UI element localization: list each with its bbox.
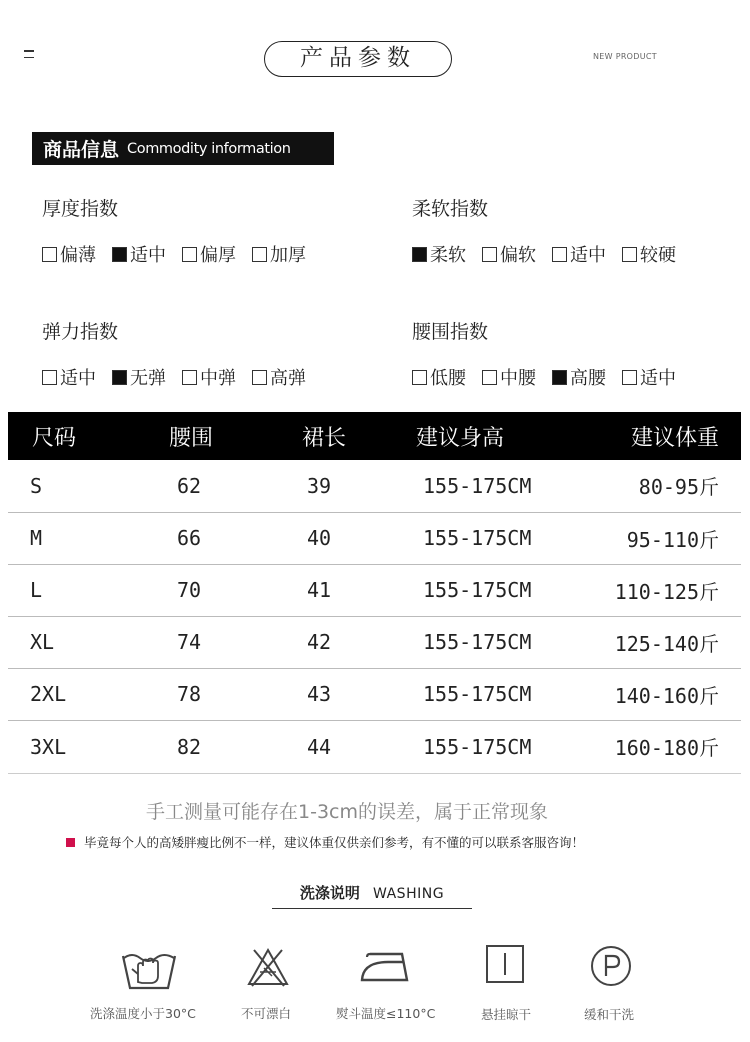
checked-box-icon[interactable]: [112, 247, 127, 262]
waist-option-label: 低腰: [430, 368, 466, 389]
elasticity-option-label: 高弹: [270, 368, 306, 389]
elasticity-title: 弹力指数: [42, 321, 119, 343]
header-size: 尺码: [8, 412, 143, 460]
cell-waist: 66: [143, 512, 275, 564]
cell-height: 155-175CM: [390, 564, 578, 616]
cell-height: 155-175CM: [390, 616, 578, 668]
checked-box-icon[interactable]: [112, 370, 127, 385]
cell-waist: 82: [143, 720, 275, 773]
cell-waist: 70: [143, 564, 275, 616]
checked-box-icon[interactable]: [552, 370, 567, 385]
elasticity-option-label: 中弹: [200, 368, 236, 389]
softness-option-label: 较硬: [640, 245, 676, 266]
cell-height: 155-175CM: [423, 473, 532, 498]
commodity-info-bar: [32, 132, 334, 165]
wash-label-no-bleach: 不可漂白: [241, 1006, 292, 1021]
waist-option[interactable]: [482, 364, 536, 390]
unchecked-box-icon[interactable]: [252, 370, 267, 385]
checked-box-icon[interactable]: [412, 247, 427, 262]
softness-option[interactable]: [622, 241, 676, 267]
bullet-square-icon: [66, 838, 75, 847]
wash-label-hand-wash: 洗涤温度小于30°C: [90, 1006, 196, 1021]
softness-option[interactable]: [412, 241, 466, 267]
unchecked-box-icon[interactable]: [622, 370, 637, 385]
waist-index: [412, 317, 692, 390]
waist-option-label: 中腰: [500, 368, 536, 389]
cell-length: 44: [275, 720, 390, 773]
cell-height: 155-175CM: [390, 720, 578, 773]
elasticity-option-label: 无弹: [130, 368, 166, 389]
table-row: [8, 720, 741, 773]
table-row: [8, 564, 741, 616]
waist-option-label: 适中: [640, 368, 676, 389]
cell-weight: 160-180斤: [578, 720, 741, 773]
thickness-option[interactable]: [182, 241, 236, 267]
waist-title: 腰围指数: [412, 321, 489, 343]
cell-height: 155-175CM: [390, 668, 578, 720]
thickness-option-label: 偏厚: [200, 245, 236, 266]
waist-option[interactable]: [622, 364, 676, 390]
page-title: 产品参数: [264, 41, 452, 77]
cell-length: 41: [275, 564, 390, 616]
waist-option-label: 高腰: [570, 368, 606, 389]
cell-weight: 110-125斤: [578, 564, 741, 616]
table-row: [8, 616, 741, 668]
measurement-note: 手工测量可能存在1-3cm的误差，属于正常现象: [146, 801, 548, 823]
wash-label-dry-clean: 缓和干洗: [584, 1007, 635, 1022]
header-skirt-length: 裙长: [275, 412, 390, 460]
thickness-title: 厚度指数: [42, 198, 119, 220]
header-waist: 腰围: [143, 412, 275, 460]
elasticity-option[interactable]: [42, 364, 96, 390]
thickness-option-label: 适中: [130, 245, 166, 266]
header-height: 建议身高: [390, 412, 578, 460]
table-row: [8, 460, 741, 512]
wash-label-hang-dry: 悬挂晾干: [481, 1007, 532, 1022]
washing-title-en: WASHING: [373, 886, 445, 902]
hang-dry-icon: [485, 944, 525, 984]
cell-length: 42: [275, 616, 390, 668]
thickness-option[interactable]: [42, 241, 96, 267]
table-row: [8, 512, 741, 564]
cell-waist: 62: [177, 473, 202, 498]
unchecked-box-icon[interactable]: [252, 247, 267, 262]
softness-option[interactable]: [552, 241, 606, 267]
cell-weight: 95-110斤: [578, 512, 741, 564]
section-title-en: Commodity information: [127, 140, 291, 157]
section-title-cn: 商品信息: [43, 139, 120, 161]
unchecked-box-icon[interactable]: [622, 247, 637, 262]
softness-option[interactable]: [482, 241, 536, 267]
softness-title: 柔软指数: [412, 198, 489, 220]
elasticity-option[interactable]: [182, 364, 236, 390]
iron-icon: [358, 946, 414, 986]
thickness-option[interactable]: [112, 241, 166, 267]
thickness-index: [42, 194, 322, 267]
unchecked-box-icon[interactable]: [42, 247, 57, 262]
cell-height: 155-175CM: [390, 512, 578, 564]
cell-size: 3XL: [8, 720, 143, 773]
dry-clean-p-icon: [589, 944, 633, 988]
softness-option-label: 柔软: [430, 245, 466, 266]
cell-weight: 80-95斤: [638, 475, 719, 500]
unchecked-box-icon[interactable]: [412, 370, 427, 385]
cell-length: 39: [307, 473, 332, 498]
unchecked-box-icon[interactable]: [182, 370, 197, 385]
thickness-option-label: 偏薄: [60, 245, 96, 266]
washing-heading: [272, 882, 472, 909]
elasticity-option-label: 适中: [60, 368, 96, 389]
thickness-option-label: 加厚: [270, 245, 306, 266]
disclaimer-text: 毕竟每个人的高矮胖瘦比例不一样，建议体重仅供亲们参考，有不懂的可以联系客服咨询！: [84, 835, 585, 850]
elasticity-option[interactable]: [112, 364, 166, 390]
unchecked-box-icon[interactable]: [552, 247, 567, 262]
washing-title-cn: 洗涤说明: [299, 884, 360, 902]
waist-option[interactable]: [412, 364, 466, 390]
cell-length: 43: [275, 668, 390, 720]
softness-option-label: 适中: [570, 245, 606, 266]
new-product-label: NEW PRODUCT: [593, 52, 657, 61]
elasticity-index: [42, 317, 322, 390]
cell-size: L: [8, 564, 143, 616]
disclaimer: [66, 833, 584, 851]
cell-weight: 125-140斤: [578, 616, 741, 668]
waist-option[interactable]: [552, 364, 606, 390]
cell-size: 2XL: [8, 668, 143, 720]
hand-wash-icon: [120, 944, 178, 992]
unchecked-box-icon[interactable]: [42, 370, 57, 385]
unchecked-box-icon[interactable]: [482, 247, 497, 262]
elasticity-option[interactable]: [252, 364, 306, 390]
cell-waist: 74: [143, 616, 275, 668]
cell-size: S: [30, 473, 43, 498]
table-header-row: [8, 412, 741, 460]
cell-size: M: [8, 512, 143, 564]
cell-size: XL: [8, 616, 143, 668]
cell-weight: 140-160斤: [578, 668, 741, 720]
size-table: [8, 412, 741, 774]
cell-waist: 78: [143, 668, 275, 720]
menu-icon[interactable]: [24, 50, 34, 63]
cell-length: 40: [275, 512, 390, 564]
no-bleach-icon: [246, 946, 290, 988]
unchecked-box-icon[interactable]: [182, 247, 197, 262]
header-weight: 建议体重: [578, 412, 741, 460]
unchecked-box-icon[interactable]: [482, 370, 497, 385]
table-row: [8, 668, 741, 720]
wash-label-iron: 熨斗温度≤110°C: [336, 1006, 436, 1021]
softness-option-label: 偏软: [500, 245, 536, 266]
thickness-option[interactable]: [252, 241, 306, 267]
softness-index: [412, 194, 692, 267]
